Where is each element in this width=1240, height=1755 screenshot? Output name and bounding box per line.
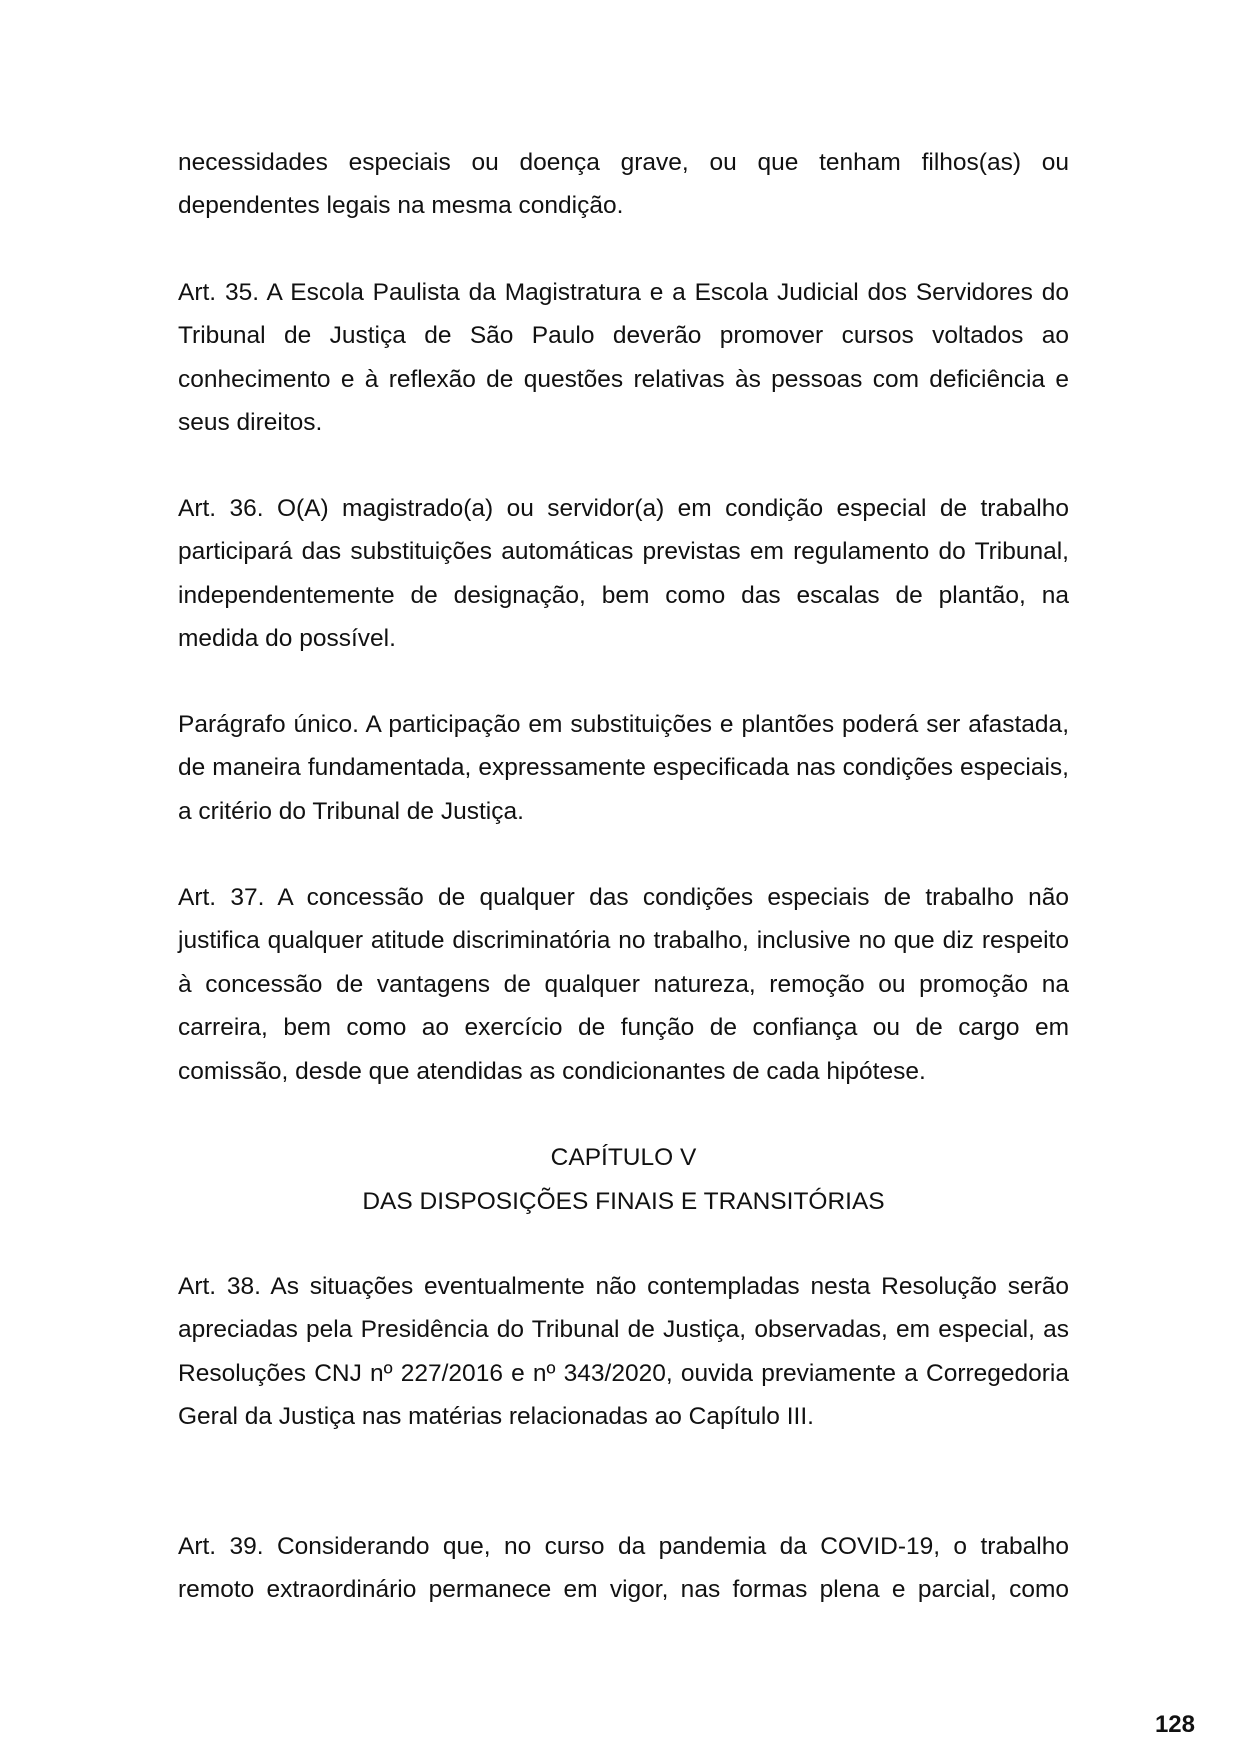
chapter-title-heading: DAS DISPOSIÇÕES FINAIS E TRANSITÓRIAS — [362, 1188, 885, 1215]
article-39-paragraph: Art. 39. Considerando que, no curso da pandemia da COVID-19, o trabalho remoto extraordinário permanece em vigor, nas formas plena e parcial, como — [178, 1533, 1069, 1604]
article-37-paragraph: Art. 37. A concessão de qualquer das condições especiais de trabalho não justifica qualquer atitude discriminatória no trabalho, inclusive no que diz respeito à concessão de vantagens de qualquer natureza, remoção ou promoção na carreira, bem como ao exercício de função de confiança ou de cargo em comissão, desde que atendidas as condicionantes de cada hipótese. — [178, 884, 1069, 1085]
paragraph-continuation: necessidades especiais ou doença grave, ou que tenham filhos(as) ou dependentes legais na mesma condição. — [178, 149, 1069, 220]
chapter-number-heading: CAPÍTULO V — [550, 1144, 697, 1171]
article-36-sole-paragraph: Parágrafo único. A participação em substituições e plantões poderá ser afastada, de maneira fundamentada, expressamente especificada nas condições especiais, a critério do Tribunal de Justiça. — [178, 711, 1069, 825]
article-35-paragraph: Art. 35. A Escola Paulista da Magistratura e a Escola Judicial dos Servidores do Tribunal de Justiça de São Paulo deverão promover cursos voltados ao conhecimento e à reflexão de questões relativas às pessoas com deficiência e seus direitos. — [178, 279, 1069, 437]
article-38-paragraph: Art. 38. As situações eventualmente não contempladas nesta Resolução serão apreciadas pela Presidência do Tribunal de Justiça, observadas, em especial, as Resoluções CNJ nº 227/2016 e nº 343/2020, ouvida previamente a Corregedoria Geral da Justiça nas matérias relacionadas ao Capítulo III. — [178, 1273, 1069, 1431]
page-number: 128 — [1154, 1711, 1195, 1738]
article-36-paragraph: Art. 36. O(A) magistrado(a) ou servidor(a) em condição especial de trabalho participará das substituições automáticas previstas em regulamento do Tribunal, independentemente de designação, bem como das escalas de plantão, na medida do possível. — [178, 495, 1069, 653]
